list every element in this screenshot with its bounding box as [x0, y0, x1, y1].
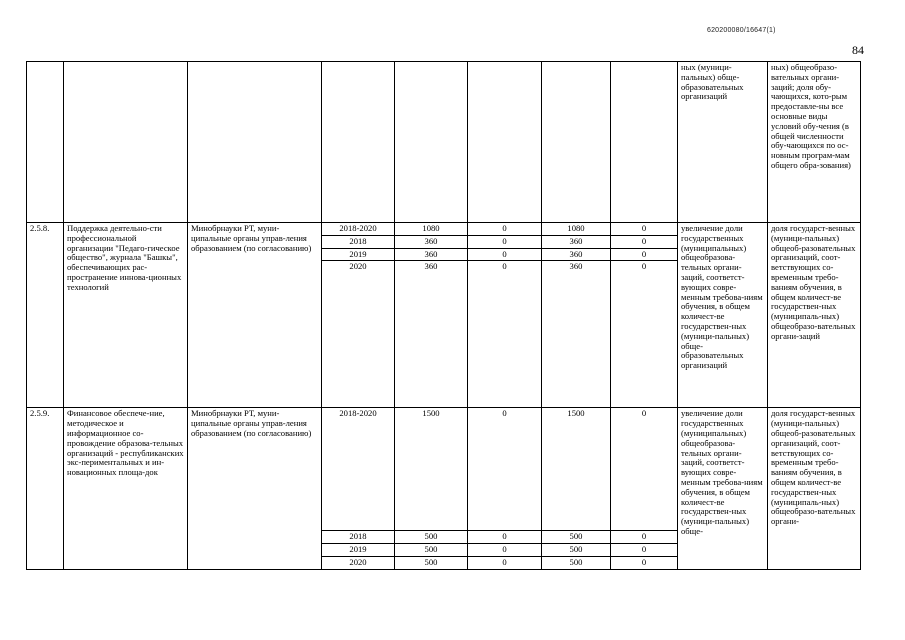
cell-federal: 0 — [468, 408, 542, 531]
cell-other: 0 — [611, 261, 678, 408]
cell-num: 2.5.8. — [27, 223, 64, 408]
cell-federal — [468, 62, 542, 223]
cell-num — [27, 62, 64, 223]
cell-year: 2018 — [322, 531, 395, 544]
cell-federal: 0 — [468, 261, 542, 408]
cell-total: 500 — [395, 531, 468, 544]
cell-year: 2018-2020 — [322, 408, 395, 531]
cell-republic: 500 — [542, 544, 611, 557]
cell-indicator: доля государст-венных (муници-пальных) общеоб-разовательных организаций, соот-ветствующих со-временным требо-ваниям обучения, в общем количест-ве государствен-ных (муниципаль-ных) общеобразо-вательных органи- — [768, 408, 861, 569]
cell-republic: 360 — [542, 248, 611, 261]
cell-year: 2020 — [322, 261, 395, 408]
cell-total: 360 — [395, 248, 468, 261]
table-row-continuation — [27, 62, 861, 223]
cell-republic: 1500 — [542, 408, 611, 531]
cell-republic: 360 — [542, 261, 611, 408]
cell-republic — [542, 62, 611, 223]
cell-name — [64, 62, 188, 223]
cell-republic: 500 — [542, 531, 611, 544]
cell-other: 0 — [611, 556, 678, 569]
cell-num: 2.5.9. — [27, 408, 64, 569]
cell-executor: Минобрнауки РТ, муни-ципальные органы управ-ления образованием (по согласованию) — [188, 408, 322, 569]
program-table — [26, 61, 861, 570]
cell-total: 1500 — [395, 408, 468, 531]
cell-executor: Минобрнауки РТ, муни-ципальные органы управ-ления образованием (по согласованию) — [188, 223, 322, 408]
cell-result: увеличение доли государственных (муниципальных) общеобразова-тельных органи-заций, соответст-вующих совре-менным требова-ниям обучения, в общем количест-ве государствен-ных (муници-пальных) обще-образовательных организаций — [678, 223, 768, 408]
cell-federal: 0 — [468, 248, 542, 261]
table-row — [27, 408, 861, 531]
cell-other: 0 — [611, 408, 678, 531]
cell-result: увеличение доли государственных (муниципальных) общеобразова-тельных органи-заций, соответст-вующих совре-менным требова-ниям обучения, в общем количест-ве государствен-ных (муници-пальных) обще- — [678, 408, 768, 569]
cell-other: 0 — [611, 544, 678, 557]
document-id: 620200080/16647(1) — [707, 27, 776, 34]
cell-total: 360 — [395, 235, 468, 248]
table-row — [27, 223, 861, 236]
cell-other: 0 — [611, 531, 678, 544]
cell-indicator: доля государст-венных (муници-пальных) общеоб-разовательных организаций, соот-ветствующих со-временным требо-ваниям обучения, в общем количест-ве государствен-ных (муниципаль-ных) общеобразо-вательных органи-заций — [768, 223, 861, 408]
cell-total — [395, 62, 468, 223]
cell-federal: 0 — [468, 531, 542, 544]
cell-year: 2019 — [322, 544, 395, 557]
cell-total: 500 — [395, 556, 468, 569]
cell-other: 0 — [611, 235, 678, 248]
page-number: 84 — [852, 43, 864, 57]
cell-total: 1080 — [395, 223, 468, 236]
cell-name: Поддержка деятельно-сти профессиональной организации "Педаго-гическое общество", журнала "Башкы", обеспечивающих рас-пространение иннова-ционных технологий — [64, 223, 188, 408]
cell-other: 0 — [611, 223, 678, 236]
cell-year: 2018 — [322, 235, 395, 248]
cell-year: 2019 — [322, 248, 395, 261]
cell-federal: 0 — [468, 235, 542, 248]
cell-indicator: ных) общеобразо-вательных органи-заций; доля обу-чающихся, кото-рым предоставле-ны все основные виды условий обу-чения (в общей численности обу-чающихся по ос-новным програм-мам общего обра-зования) — [768, 62, 861, 223]
cell-republic: 360 — [542, 235, 611, 248]
cell-result: ных (муници-пальных) обще-образовательных организаций — [678, 62, 768, 223]
cell-year: 2020 — [322, 556, 395, 569]
cell-federal: 0 — [468, 223, 542, 236]
cell-name: Финансовое обеспече-ние, методическое и информационное со-провождение образова-тельных организаций - республиканских экс-периментальных и ин-новационных площа-док — [64, 408, 188, 569]
cell-executor — [188, 62, 322, 223]
cell-year: 2018-2020 — [322, 223, 395, 236]
cell-total: 500 — [395, 544, 468, 557]
cell-other: 0 — [611, 248, 678, 261]
cell-total: 360 — [395, 261, 468, 408]
cell-other — [611, 62, 678, 223]
cell-federal: 0 — [468, 544, 542, 557]
cell-year — [322, 62, 395, 223]
cell-republic: 1080 — [542, 223, 611, 236]
cell-republic: 500 — [542, 556, 611, 569]
cell-federal: 0 — [468, 556, 542, 569]
